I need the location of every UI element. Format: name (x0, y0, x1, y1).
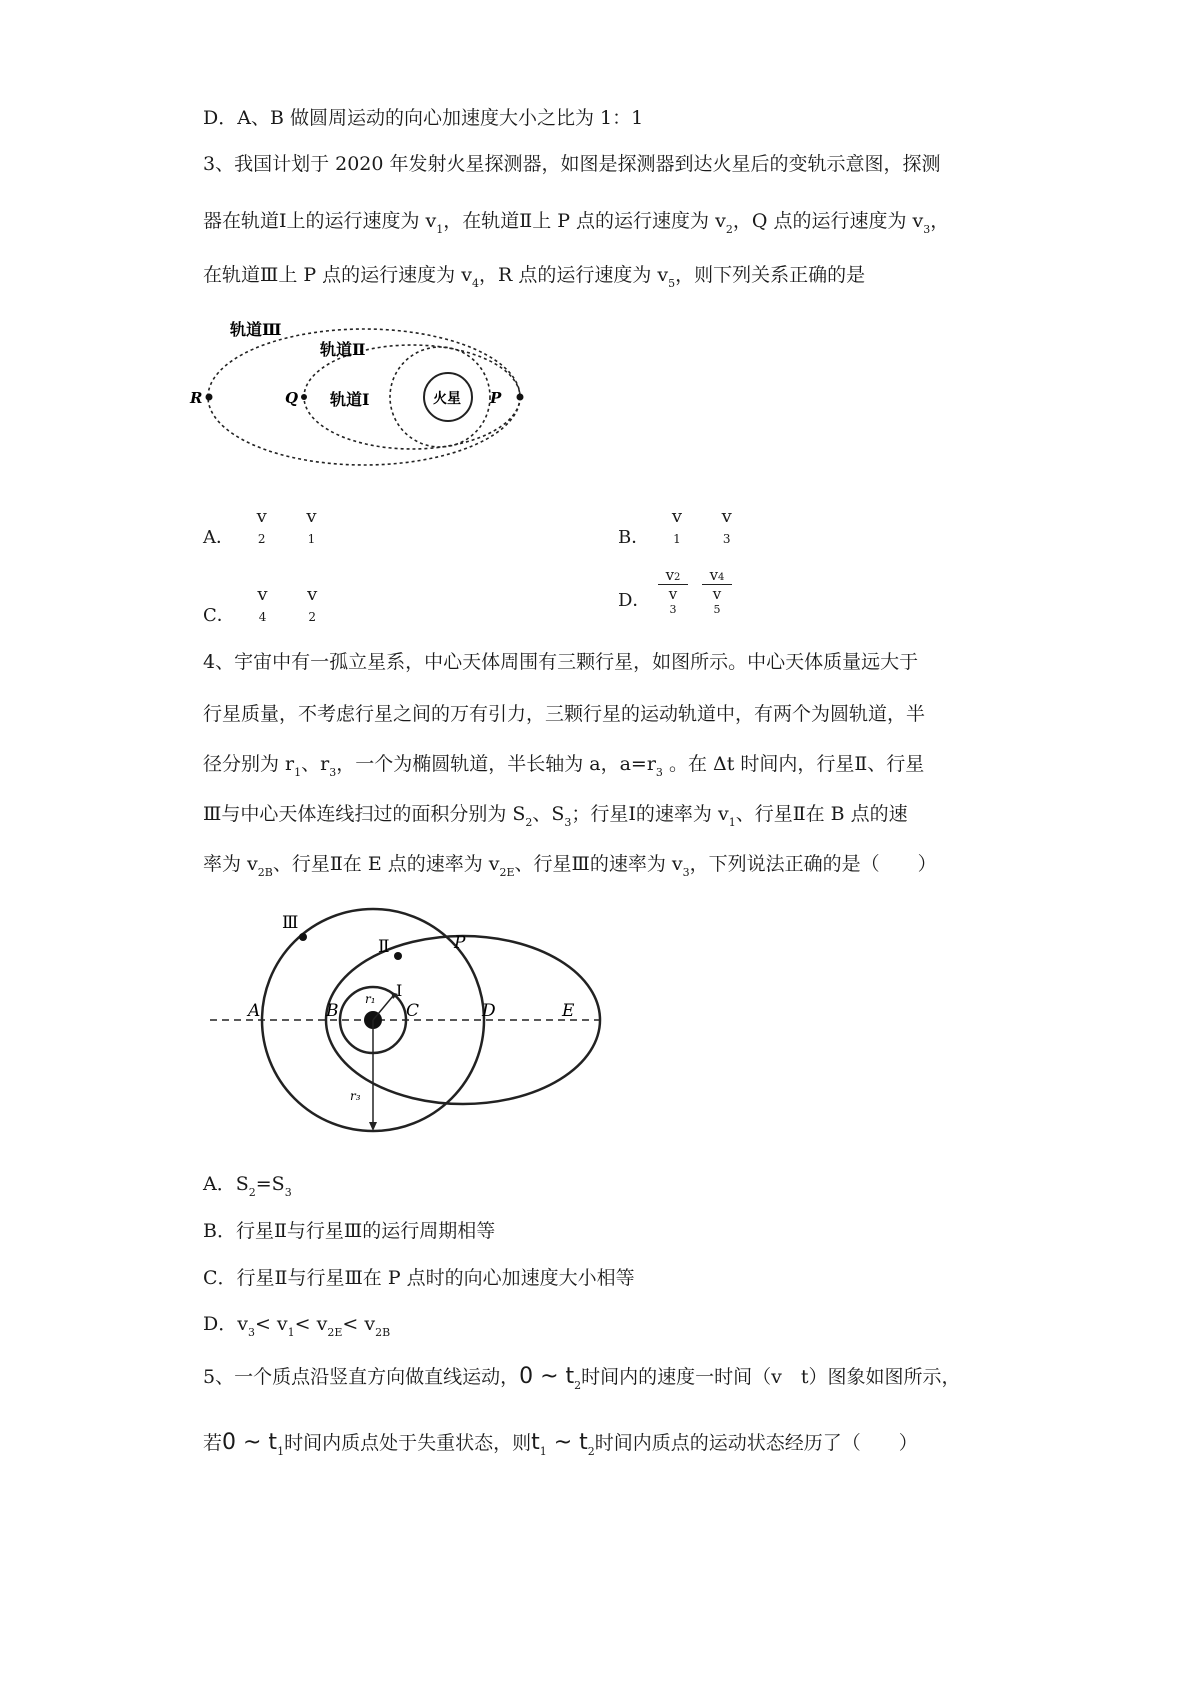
q2-option-d: D．A、B 做圆周运动的向心加速度大小之比为 1：1 (203, 107, 644, 129)
label-b: B (326, 1001, 339, 1021)
q3-option-a[interactable]: A． v 2 v 1 (203, 506, 317, 548)
q4-option-d[interactable]: D．$v_3< v_1< v_{2E}< v_{2B}$ (203, 1313, 391, 1339)
planet-iii-dot (299, 933, 307, 941)
q4-line-2: 行星质量，不考虑行星之间的万有引力，三颗行星的运动轨道中，有两个为圆轨道，半 (203, 703, 926, 725)
orbit-1-label: 轨道Ⅰ (330, 390, 370, 409)
label-i: Ⅰ (396, 981, 403, 1000)
q3-line-1: 3、我国计划于 2020 年发射火星探测器，如图是探测器到达火星后的变轨示意图，探测 (203, 153, 941, 175)
label-ii: Ⅱ (378, 937, 390, 957)
q4-option-c[interactable]: C．行星Ⅱ与行星Ⅲ在 P 点时的向心加速度大小相等 (203, 1267, 635, 1289)
point-r-label: R (190, 389, 203, 407)
point-r-dot (206, 394, 213, 401)
q5-line-2: 若0 ~ $t_1$时间内质点处于失重状态，则$t_1$ ~ $t_2$时间内质点的运动状态经历了（ ） (203, 1430, 918, 1458)
q3-option-c[interactable]: C． v 4 v 2 (203, 584, 318, 626)
q3-option-d[interactable]: D． (618, 590, 651, 611)
label-r3: r₃ (350, 1089, 361, 1103)
q4-line-3: 径分别为 $r_1$、$r_3$，一个为椭圆轨道，半长轴为 a，$a=r_3$ 。在 Δt 时间内，行星Ⅱ、行星 (203, 753, 925, 779)
label-d: D (482, 1001, 496, 1021)
point-p-dot (517, 394, 524, 401)
point-q-label: Q (285, 389, 299, 407)
orbit-3-label: 轨道Ⅲ (230, 320, 282, 339)
orbit-2-label: 轨道Ⅱ (320, 340, 366, 359)
label-r1: r₁ (365, 992, 376, 1006)
r1-arrow-line (373, 996, 393, 1020)
q5-line-1: 5、一个质点沿竖直方向做直线运动，0 ~ $t_2$时间内的速度一时间（v t）图象如图所示， (203, 1364, 961, 1392)
q3-line-3: 在轨道Ⅲ上 P 点的运行速度为 $v_4$，R 点的运行速度为 $v_5$，则下列关系正确的是 (203, 264, 866, 290)
q4-line-4: Ⅲ与中心天体连线扫过的面积分别为 $S_2$、$S_3$；行星Ⅰ的速率为 $v_1$、行星Ⅱ在 B 点的速 (203, 803, 908, 829)
q3-option-d-fraction-1: v2 v 3 (658, 566, 688, 616)
point-q-dot (301, 394, 307, 400)
q4-option-a[interactable]: A．$S_2=S_3$ (203, 1173, 292, 1199)
q3-option-d-fraction-2: v4 v 5 (702, 566, 732, 616)
label-p: P (454, 933, 466, 953)
label-e: E (562, 1001, 575, 1021)
q3-option-b[interactable]: B． v 1 v 3 (618, 506, 732, 548)
r3-arrowhead (369, 1122, 377, 1131)
q3-orbit-figure (190, 315, 520, 465)
q3-line-2: 器在轨道Ⅰ上的运行速度为 $v_1$，在轨道Ⅱ上 P 点的运行速度为 $v_2$，Q 点的运行速度为 $v_3$， (203, 210, 950, 236)
q4-option-b[interactable]: B．行星Ⅱ与行星Ⅲ的运行周期相等 (203, 1220, 496, 1242)
label-a: A (248, 1001, 261, 1021)
point-p-label: P (490, 389, 502, 407)
q4-line-1: 4、宇宙中有一孤立星系，中心天体周围有三颗行星，如图所示。中心天体质量远大于 (203, 651, 919, 673)
label-iii: Ⅲ (282, 913, 299, 933)
q4-orbit-figure (210, 900, 610, 1140)
q4-line-5: 率为 $v_{2B}$、行星Ⅱ在 E 点的速率为 $v_{2E}$、行星Ⅲ的速率为 $v_3$，下列说法正确的是（ ） (203, 853, 937, 879)
planet-ii-dot (394, 952, 402, 960)
label-c: C (406, 1001, 420, 1021)
mars-label: 火星 (433, 391, 461, 407)
